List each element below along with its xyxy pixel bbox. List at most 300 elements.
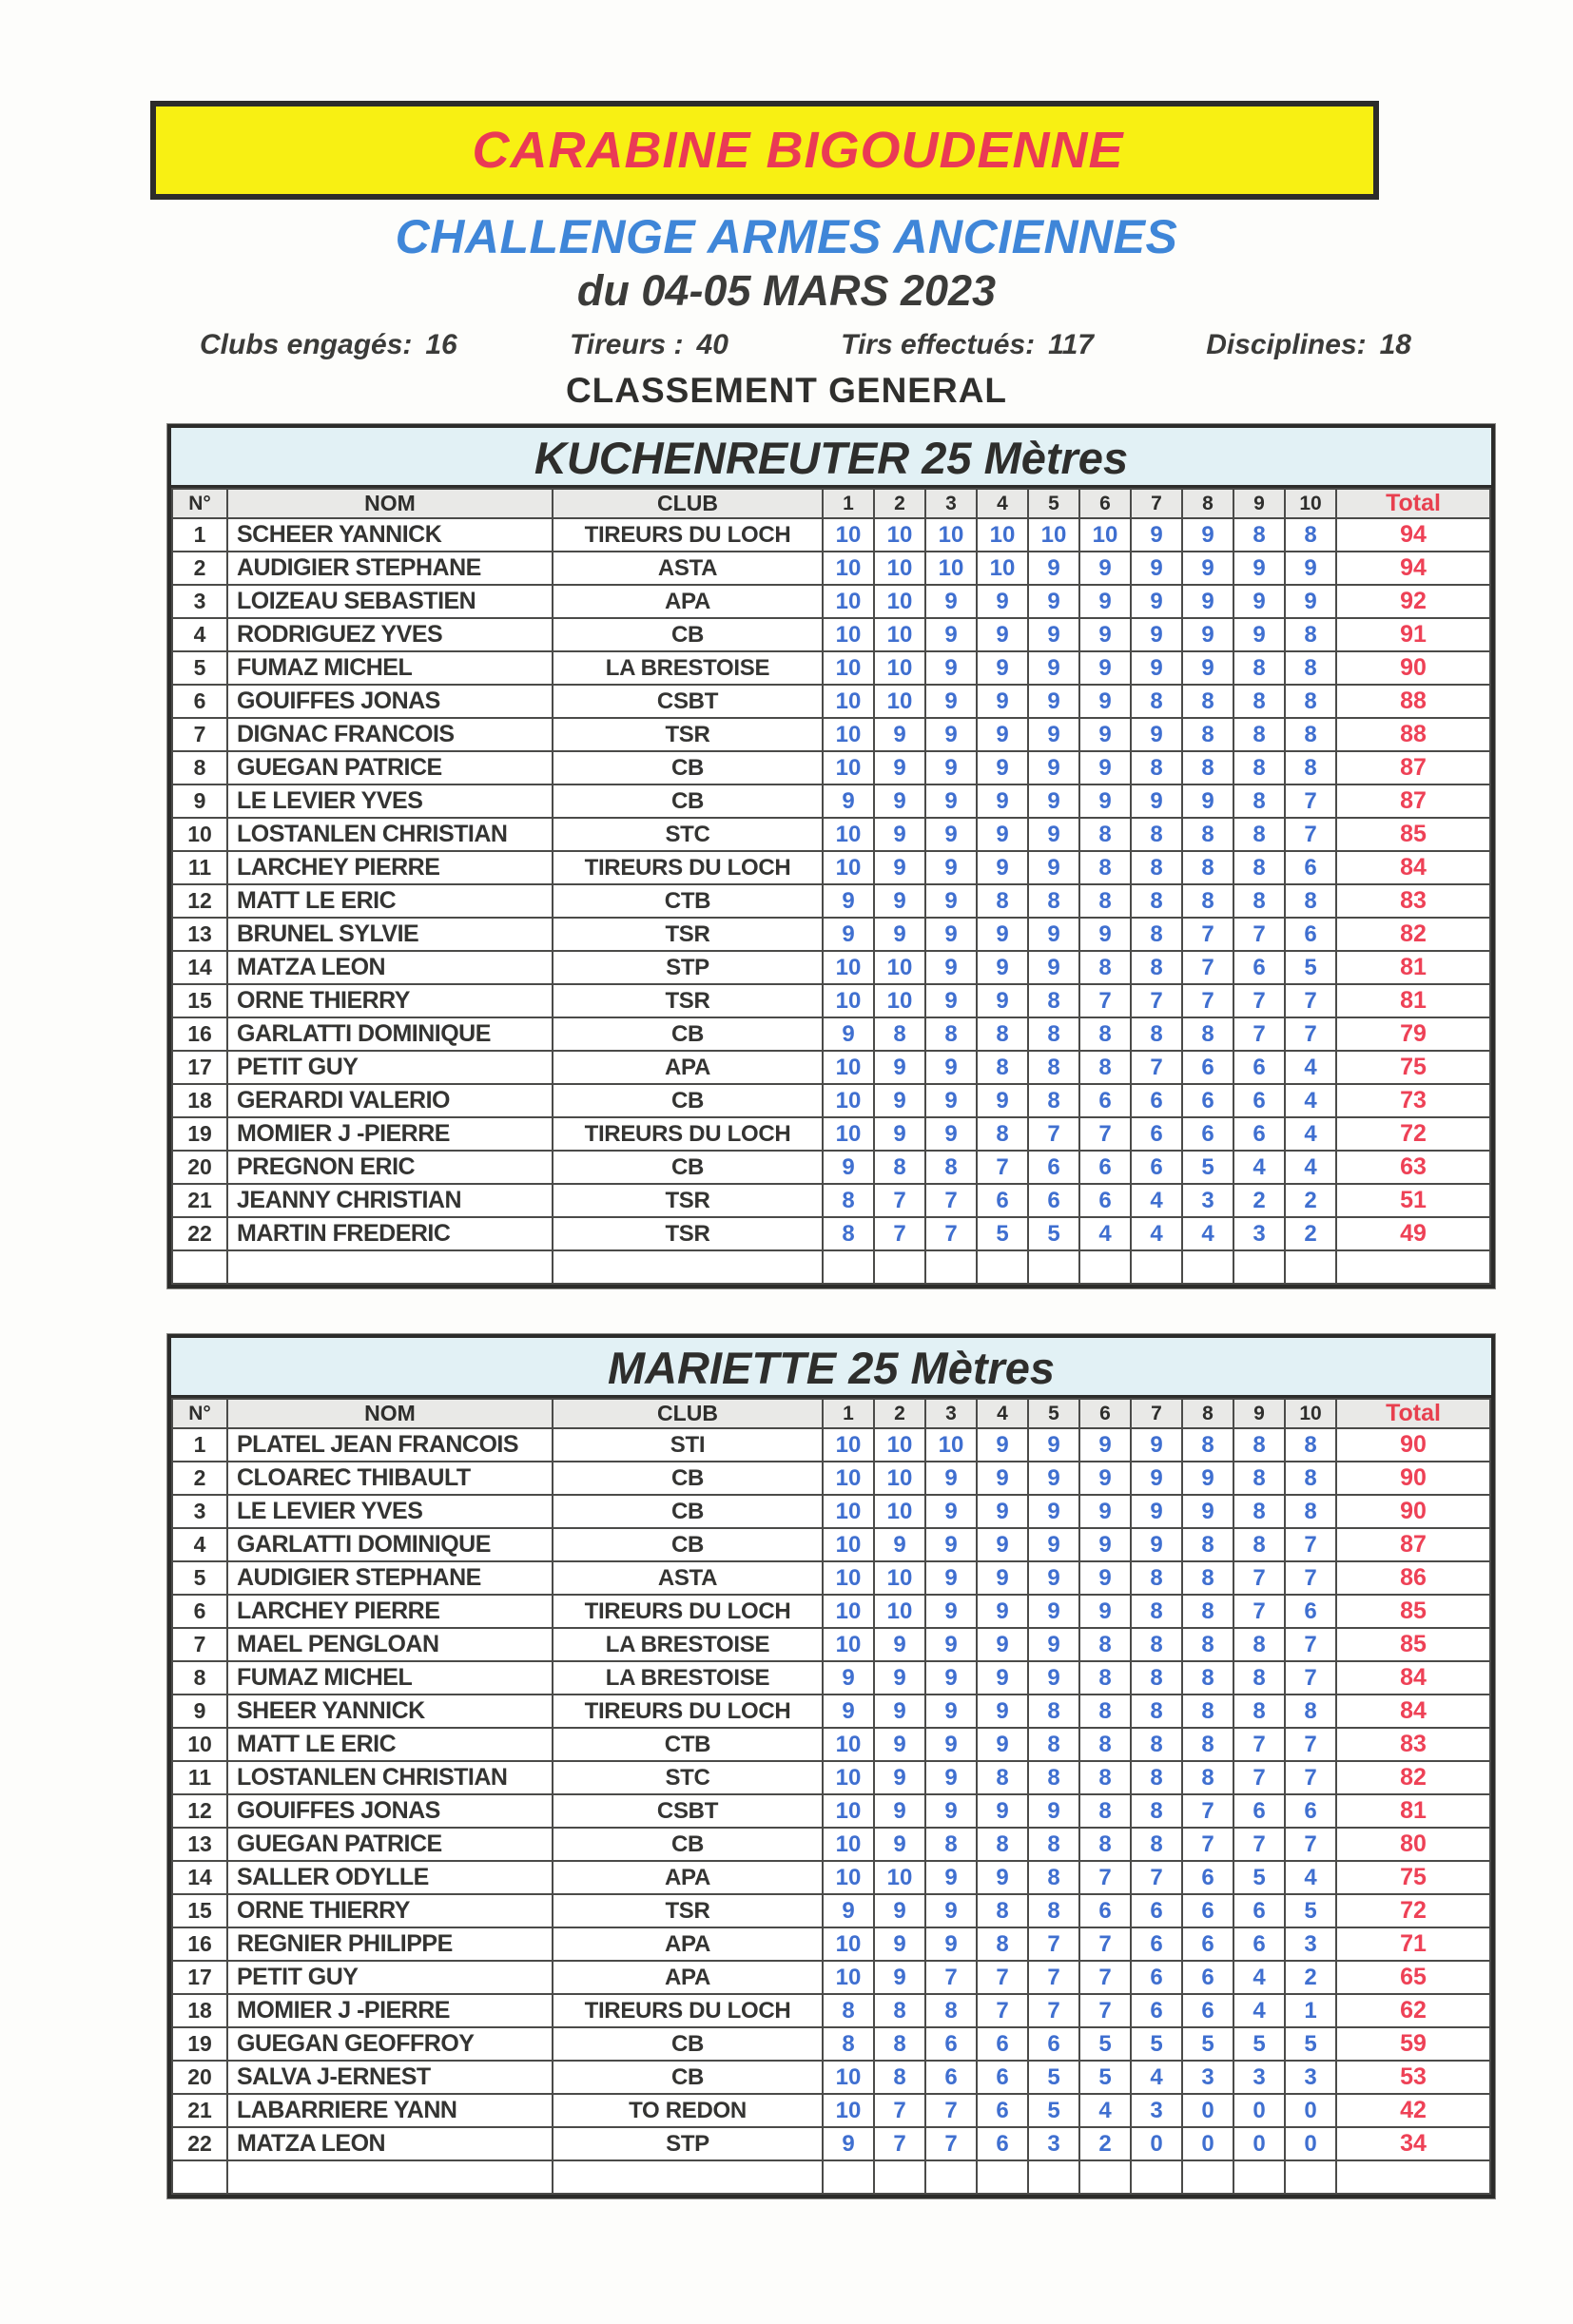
score-cell: 9: [925, 784, 977, 818]
score-cell: 5: [1028, 2094, 1079, 2127]
total-cell: 42: [1336, 2094, 1490, 2127]
empty-cell: [1336, 1250, 1490, 1284]
score-cell: 10: [823, 518, 874, 552]
result-row: [172, 851, 1490, 884]
total-cell: 81: [1336, 1794, 1490, 1828]
score-cell: 9: [1233, 618, 1285, 651]
club-cell: LA BRESTOISE: [553, 1661, 823, 1695]
score-cell: 10: [823, 851, 874, 884]
score-cell: 9: [874, 784, 925, 818]
name-cell: GARLATTI DOMINIQUE: [227, 1017, 553, 1051]
rank-cell: 7: [172, 718, 227, 751]
score-cell: 6: [1028, 1184, 1079, 1217]
score-cell: 9: [1182, 552, 1233, 585]
score-cell: 9: [1079, 718, 1131, 751]
challenge-title: CHALLENGE ARMES ANCIENNES: [395, 210, 1178, 263]
score-cell: 7: [1079, 1927, 1131, 1961]
score-cell: 2: [1233, 1184, 1285, 1217]
club-cell: APA: [553, 1927, 823, 1961]
empty-cell: [553, 1250, 823, 1284]
club-cell: LA BRESTOISE: [553, 651, 823, 685]
score-cell: 7: [874, 2127, 925, 2160]
empty-cell: [1079, 2160, 1131, 2194]
score-cell: 8: [1028, 984, 1079, 1017]
score-cell: 6: [1285, 1595, 1336, 1628]
score-cell: 9: [1131, 1528, 1182, 1561]
score-cell: 7: [1028, 1117, 1079, 1151]
score-cell: 7: [874, 1217, 925, 1250]
name-cell: PETIT GUY: [227, 1051, 553, 1084]
score-cell: 8: [925, 1151, 977, 1184]
score-cell: 10: [823, 1495, 874, 1528]
club-cell: CSBT: [553, 685, 823, 718]
results-table-mariette: [171, 1398, 1491, 2195]
score-cell: 3: [1131, 2094, 1182, 2127]
score-cell: 9: [977, 685, 1028, 718]
rank-cell: 18: [172, 1084, 227, 1117]
score-cell: 8: [925, 1017, 977, 1051]
score-cell: 7: [1285, 1017, 1336, 1051]
score-cell: 9: [925, 1595, 977, 1628]
rank-cell: 14: [172, 951, 227, 984]
score-cell: 10: [874, 1595, 925, 1628]
score-cell: 7: [1182, 984, 1233, 1017]
header-row: [172, 489, 1490, 518]
score-cell: 8: [1131, 818, 1182, 851]
score-cell: 4: [1131, 1217, 1182, 1250]
score-cell: 9: [1079, 1462, 1131, 1495]
column-header: CLUB: [553, 1399, 823, 1428]
total-cell: 72: [1336, 1894, 1490, 1927]
score-cell: 9: [977, 1661, 1028, 1695]
score-cell: 9: [823, 1661, 874, 1695]
score-cell: 10: [977, 518, 1028, 552]
score-cell: 7: [1285, 818, 1336, 851]
name-cell: SALVA J-ERNEST: [227, 2061, 553, 2094]
score-cell: 6: [977, 2027, 1028, 2061]
name-cell: JEANNY CHRISTIAN: [227, 1184, 553, 1217]
score-cell: 9: [1079, 1528, 1131, 1561]
name-cell: LOIZEAU SEBASTIEN: [227, 585, 553, 618]
name-cell: ORNE THIERRY: [227, 1894, 553, 1927]
score-cell: 9: [925, 818, 977, 851]
club-cell: STP: [553, 2127, 823, 2160]
score-cell: 9: [977, 1595, 1028, 1628]
score-cell: 7: [1079, 1961, 1131, 1994]
score-cell: 10: [823, 1761, 874, 1794]
club-cell: CSBT: [553, 1794, 823, 1828]
club-cell: CB: [553, 784, 823, 818]
result-row: [172, 884, 1490, 918]
score-cell: 6: [1131, 1084, 1182, 1117]
column-header: 6: [1079, 489, 1131, 518]
score-cell: 6: [1079, 1151, 1131, 1184]
score-cell: 9: [977, 1794, 1028, 1828]
column-header: 7: [1131, 1399, 1182, 1428]
empty-cell: [227, 2160, 553, 2194]
score-cell: 8: [977, 1927, 1028, 1961]
score-cell: 10: [823, 984, 874, 1017]
score-cell: 9: [977, 651, 1028, 685]
score-cell: 7: [1182, 918, 1233, 951]
score-cell: 9: [1131, 718, 1182, 751]
column-header: 6: [1079, 1399, 1131, 1428]
score-cell: 9: [1079, 1428, 1131, 1462]
stat-tireurs-value: 40: [696, 329, 728, 360]
stat-disciplines-value: 18: [1379, 329, 1411, 360]
score-cell: 8: [1131, 1628, 1182, 1661]
score-cell: 6: [1028, 2027, 1079, 2061]
score-cell: 8: [1233, 851, 1285, 884]
score-cell: 4: [1233, 1961, 1285, 1994]
score-cell: 9: [1182, 585, 1233, 618]
score-cell: 8: [1182, 1695, 1233, 1728]
score-cell: 5: [1131, 2027, 1182, 2061]
rank-cell: 21: [172, 2094, 227, 2127]
total-cell: 94: [1336, 552, 1490, 585]
score-cell: 8: [977, 1894, 1028, 1927]
score-cell: 6: [977, 1184, 1028, 1217]
rank-cell: 17: [172, 1051, 227, 1084]
name-cell: DIGNAC FRANCOIS: [227, 718, 553, 751]
total-cell: 34: [1336, 2127, 1490, 2160]
empty-cell: [172, 2160, 227, 2194]
score-cell: 9: [823, 1151, 874, 1184]
column-header: Total: [1336, 1399, 1490, 1428]
column-header: 5: [1028, 489, 1079, 518]
score-cell: 8: [1079, 1828, 1131, 1861]
result-row: [172, 1927, 1490, 1961]
score-cell: 8: [1233, 518, 1285, 552]
table-title-mariette: MARIETTE 25 Mètres: [171, 1338, 1491, 1398]
rank-cell: 9: [172, 1695, 227, 1728]
total-cell: 86: [1336, 1561, 1490, 1595]
score-cell: 9: [925, 1628, 977, 1661]
score-cell: 9: [1028, 784, 1079, 818]
stat-tirs-label: Tirs effectués:: [841, 329, 1036, 360]
score-cell: 9: [977, 1528, 1028, 1561]
score-cell: 6: [1079, 1084, 1131, 1117]
club-cell: TIREURS DU LOCH: [553, 1994, 823, 2027]
score-cell: 10: [823, 1462, 874, 1495]
score-cell: 9: [1028, 1595, 1079, 1628]
score-cell: 7: [925, 2127, 977, 2160]
score-cell: 9: [1028, 1794, 1079, 1828]
result-row: [172, 1661, 1490, 1695]
score-cell: 9: [977, 718, 1028, 751]
score-cell: 6: [1233, 1117, 1285, 1151]
total-cell: 84: [1336, 1661, 1490, 1695]
score-cell: 8: [1028, 884, 1079, 918]
rank-cell: 7: [172, 1628, 227, 1661]
score-cell: 9: [925, 1117, 977, 1151]
score-cell: 8: [1233, 784, 1285, 818]
score-cell: 8: [823, 1994, 874, 2027]
total-cell: 87: [1336, 751, 1490, 784]
score-cell: 8: [1079, 1051, 1131, 1084]
empty-cell: [977, 2160, 1028, 2194]
name-cell: MOMIER J -PIERRE: [227, 1117, 553, 1151]
result-row: [172, 585, 1490, 618]
result-row: [172, 751, 1490, 784]
score-cell: 9: [1079, 618, 1131, 651]
score-cell: 7: [1182, 951, 1233, 984]
header-row: [172, 1399, 1490, 1428]
total-cell: 82: [1336, 918, 1490, 951]
score-cell: 8: [977, 1761, 1028, 1794]
score-cell: 8: [977, 1017, 1028, 1051]
name-cell: MATZA LEON: [227, 951, 553, 984]
score-cell: 8: [1079, 884, 1131, 918]
score-cell: 10: [823, 1828, 874, 1861]
score-cell: 8: [1131, 1828, 1182, 1861]
name-cell: BRUNEL SYLVIE: [227, 918, 553, 951]
total-cell: 73: [1336, 1084, 1490, 1117]
rank-cell: 9: [172, 784, 227, 818]
total-cell: 79: [1336, 1017, 1490, 1051]
club-cell: APA: [553, 1051, 823, 1084]
name-cell: PREGNON ERIC: [227, 1151, 553, 1184]
score-cell: 6: [1028, 1151, 1079, 1184]
score-cell: 7: [1079, 1117, 1131, 1151]
club-cell: APA: [553, 1861, 823, 1894]
score-cell: 5: [1182, 2027, 1233, 2061]
score-cell: 9: [874, 1051, 925, 1084]
empty-cell: [1028, 2160, 1079, 2194]
result-row: [172, 1961, 1490, 1994]
score-cell: 4: [1285, 1151, 1336, 1184]
score-cell: 7: [1182, 1794, 1233, 1828]
score-cell: 8: [874, 1017, 925, 1051]
empty-cell: [874, 2160, 925, 2194]
result-row: [172, 1528, 1490, 1561]
column-header: 2: [874, 1399, 925, 1428]
club-cell: TIREURS DU LOCH: [553, 1595, 823, 1628]
score-cell: 9: [874, 1528, 925, 1561]
score-cell: 3: [1233, 2061, 1285, 2094]
score-cell: 8: [1028, 1828, 1079, 1861]
column-header: 4: [977, 489, 1028, 518]
score-cell: 9: [1182, 784, 1233, 818]
rank-cell: 15: [172, 1894, 227, 1927]
score-cell: 8: [1182, 1561, 1233, 1595]
score-cell: 8: [1285, 651, 1336, 685]
total-cell: 81: [1336, 951, 1490, 984]
score-cell: 9: [874, 751, 925, 784]
score-cell: 8: [1233, 685, 1285, 718]
score-cell: 9: [925, 884, 977, 918]
club-cell: CTB: [553, 1728, 823, 1761]
score-cell: 9: [925, 851, 977, 884]
score-cell: 9: [874, 1828, 925, 1861]
score-cell: 9: [1028, 1561, 1079, 1595]
score-cell: 9: [1079, 685, 1131, 718]
score-cell: 7: [1285, 1561, 1336, 1595]
score-cell: 8: [1285, 685, 1336, 718]
score-cell: 9: [977, 1728, 1028, 1761]
score-cell: 10: [874, 984, 925, 1017]
score-cell: 5: [1079, 2061, 1131, 2094]
score-cell: 9: [925, 1861, 977, 1894]
empty-cell: [1285, 1250, 1336, 1284]
score-cell: 6: [1182, 1084, 1233, 1117]
total-cell: 90: [1336, 651, 1490, 685]
score-cell: 10: [823, 818, 874, 851]
score-cell: 9: [1028, 818, 1079, 851]
total-cell: 83: [1336, 884, 1490, 918]
score-cell: 6: [1233, 1894, 1285, 1927]
score-cell: 9: [1079, 552, 1131, 585]
score-cell: 6: [1233, 1051, 1285, 1084]
club-cell: STC: [553, 1761, 823, 1794]
score-cell: 9: [1285, 585, 1336, 618]
score-cell: 0: [1285, 2094, 1336, 2127]
column-header: N°: [172, 1399, 227, 1428]
score-cell: 6: [925, 2061, 977, 2094]
score-cell: 10: [874, 518, 925, 552]
score-cell: 8: [1131, 751, 1182, 784]
total-cell: 84: [1336, 851, 1490, 884]
score-cell: 9: [925, 718, 977, 751]
score-cell: 8: [1182, 718, 1233, 751]
result-row: [172, 1595, 1490, 1628]
score-cell: 10: [823, 552, 874, 585]
score-cell: 9: [925, 1794, 977, 1828]
club-cell: TSR: [553, 718, 823, 751]
score-cell: 8: [1131, 884, 1182, 918]
score-cell: 9: [977, 1428, 1028, 1462]
score-cell: 4: [1285, 1861, 1336, 1894]
score-cell: 8: [1182, 1661, 1233, 1695]
empty-cell: [172, 1250, 227, 1284]
score-cell: 9: [1028, 685, 1079, 718]
score-cell: 8: [874, 1151, 925, 1184]
column-header: 10: [1285, 1399, 1336, 1428]
column-header: 3: [925, 1399, 977, 1428]
score-cell: 6: [1131, 1961, 1182, 1994]
score-cell: 8: [1079, 818, 1131, 851]
score-cell: 9: [925, 1561, 977, 1595]
rank-cell: 18: [172, 1994, 227, 2027]
score-cell: 10: [925, 518, 977, 552]
name-cell: PLATEL JEAN FRANCOIS: [227, 1428, 553, 1462]
empty-cell: [1233, 1250, 1285, 1284]
club-cell: STP: [553, 951, 823, 984]
empty-cell: [1182, 2160, 1233, 2194]
total-cell: 88: [1336, 685, 1490, 718]
score-cell: 9: [925, 951, 977, 984]
score-cell: 8: [1131, 685, 1182, 718]
score-cell: 5: [1285, 951, 1336, 984]
name-cell: LABARRIERE YANN: [227, 2094, 553, 2127]
table-kuchenreuter: [167, 424, 1495, 1288]
score-cell: 9: [1028, 1528, 1079, 1561]
score-cell: 7: [925, 1217, 977, 1250]
stat-tirs-value: 117: [1048, 329, 1094, 360]
score-cell: 8: [1028, 1051, 1079, 1084]
score-cell: 9: [925, 751, 977, 784]
empty-cell: [823, 1250, 874, 1284]
score-cell: 6: [1182, 1117, 1233, 1151]
result-row: [172, 2094, 1490, 2127]
result-row: [172, 1117, 1490, 1151]
total-cell: 51: [1336, 1184, 1490, 1217]
club-cell: CB: [553, 1828, 823, 1861]
score-cell: 6: [1182, 1894, 1233, 1927]
empty-cell: [1285, 2160, 1336, 2194]
score-cell: 9: [874, 1661, 925, 1695]
score-cell: 8: [1131, 1017, 1182, 1051]
score-cell: 9: [1028, 1628, 1079, 1661]
empty-cell: [925, 2160, 977, 2194]
rank-cell: 15: [172, 984, 227, 1017]
score-cell: 5: [1285, 2027, 1336, 2061]
score-cell: 7: [1079, 984, 1131, 1017]
score-cell: 9: [1131, 651, 1182, 685]
score-cell: 9: [1028, 552, 1079, 585]
score-cell: 10: [874, 1495, 925, 1528]
rank-cell: 22: [172, 2127, 227, 2160]
column-header: NOM: [227, 489, 553, 518]
score-cell: 6: [1131, 1927, 1182, 1961]
score-cell: 5: [977, 1217, 1028, 1250]
score-cell: 9: [1079, 751, 1131, 784]
score-cell: 9: [925, 1728, 977, 1761]
score-cell: 6: [1182, 1994, 1233, 2027]
score-cell: 9: [925, 1894, 977, 1927]
result-row: [172, 1794, 1490, 1828]
name-cell: FUMAZ MICHEL: [227, 651, 553, 685]
score-cell: 9: [1131, 1495, 1182, 1528]
score-cell: 10: [823, 1561, 874, 1595]
score-cell: 6: [1131, 1151, 1182, 1184]
rank-cell: 3: [172, 585, 227, 618]
score-cell: 7: [925, 2094, 977, 2127]
total-cell: 88: [1336, 718, 1490, 751]
result-row: [172, 951, 1490, 984]
score-cell: 9: [823, 1017, 874, 1051]
table-mariette: [167, 1334, 1495, 2198]
column-header: 10: [1285, 489, 1336, 518]
result-row: [172, 552, 1490, 585]
score-cell: 7: [1285, 1628, 1336, 1661]
score-cell: 9: [977, 1084, 1028, 1117]
score-cell: 9: [823, 884, 874, 918]
score-cell: 9: [977, 618, 1028, 651]
score-cell: 9: [874, 818, 925, 851]
result-row: [172, 1495, 1490, 1528]
result-row: [172, 1017, 1490, 1051]
score-cell: 9: [1028, 1495, 1079, 1528]
score-cell: 8: [1182, 1428, 1233, 1462]
score-cell: 7: [977, 1151, 1028, 1184]
name-cell: LARCHEY PIERRE: [227, 851, 553, 884]
score-cell: 6: [977, 2094, 1028, 2127]
score-cell: 5: [1182, 1151, 1233, 1184]
table-title-kuchenreuter: KUCHENREUTER 25 Mètres: [171, 428, 1491, 488]
rank-cell: 20: [172, 2061, 227, 2094]
result-row: [172, 1184, 1490, 1217]
score-cell: 8: [977, 1117, 1028, 1151]
score-cell: 9: [874, 1927, 925, 1961]
name-cell: SCHEER YANNICK: [227, 518, 553, 552]
score-cell: 9: [823, 784, 874, 818]
column-header: CLUB: [553, 489, 823, 518]
score-cell: 4: [1182, 1217, 1233, 1250]
result-row: [172, 1994, 1490, 2027]
score-cell: 8: [977, 1051, 1028, 1084]
score-cell: 7: [1233, 1017, 1285, 1051]
